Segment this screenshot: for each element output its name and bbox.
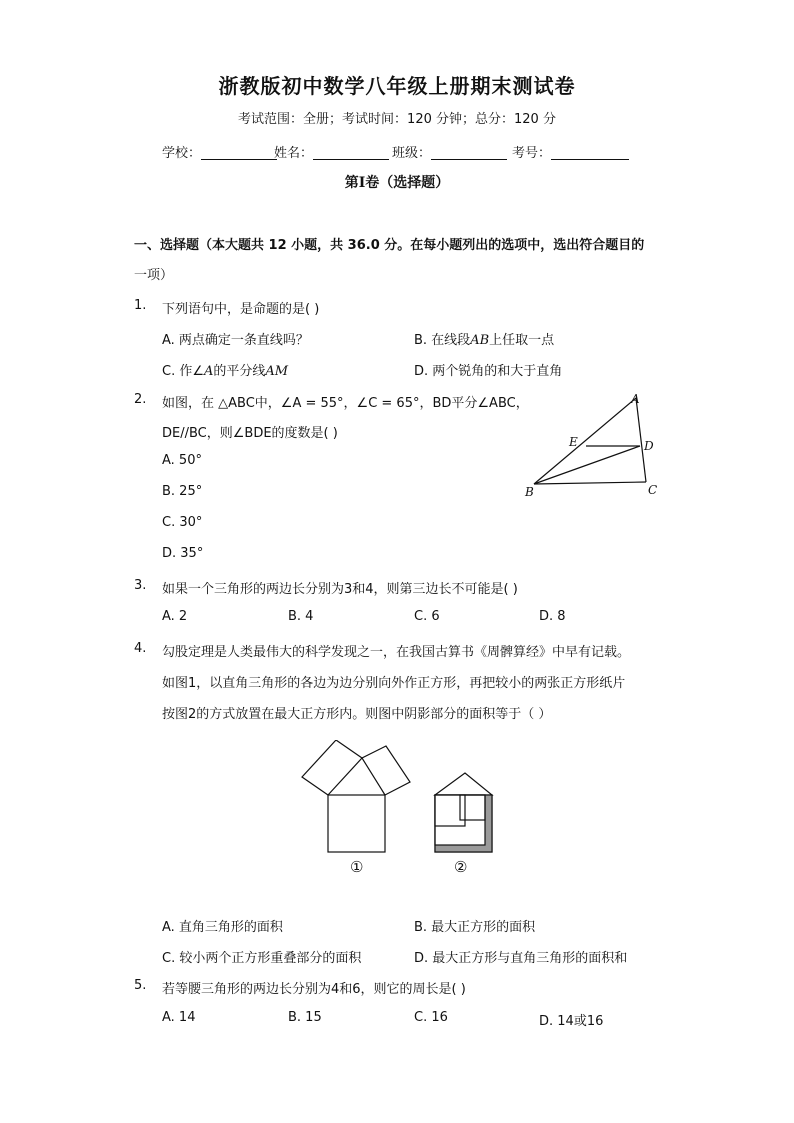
name-label: 姓名： <box>274 146 314 161</box>
figure-2 <box>435 773 492 852</box>
q4-figures <box>290 740 520 880</box>
school-label: 学校： <box>162 146 202 161</box>
q1-stem: 下列语句中，是命题的是( ) <box>162 302 320 317</box>
q2-stem-line1: 如图，在 △ABC中，∠A = 55°，∠C = 65°，BD平分∠ABC， <box>162 396 529 411</box>
figure-1 <box>302 740 410 852</box>
section-heading-line1: 一、选择题（本大题共 12 小题，共 36.0 分。在每小题列出的选项中，选出符合题目的 <box>134 238 645 253</box>
volume-title: 第Ⅰ卷（选择题） <box>344 175 450 191</box>
q4-option-b[interactable]: B. 最大正方形的面积 <box>414 920 536 935</box>
label-e: E <box>569 435 578 449</box>
fig1-right-square <box>362 746 410 795</box>
q1-option-d[interactable]: D. 两个锐角的和大于直角 <box>414 364 563 379</box>
q5-stem: 若等腰三角形的两边长分别为4和6，则它的周长是( ) <box>162 982 466 997</box>
q1-option-b-post: 上任取一点 <box>489 333 555 348</box>
q1-option-c-var1: A <box>204 364 214 379</box>
side-bc <box>534 482 646 484</box>
q2-option-d[interactable]: D. 35° <box>162 546 204 561</box>
q1-option-b-pre: B. 在线段 <box>414 333 471 348</box>
school-field <box>162 142 277 161</box>
fig2-label: ② <box>454 858 468 876</box>
q2-triangle-figure <box>516 386 676 502</box>
label-d: D <box>644 439 654 453</box>
q1-option-c-var2: AM <box>265 364 289 379</box>
q4-stem-line2: 如图1，以直角三角形的各边为边分别向外作正方形，再把较小的两张正方形纸片 <box>162 676 626 691</box>
q1-option-b-var: AB <box>470 333 490 348</box>
q4-number: 4. <box>134 641 147 656</box>
q5-option-b[interactable]: B. 15 <box>288 1010 322 1025</box>
exam-number-field <box>512 142 629 161</box>
q2-option-a[interactable]: A. 50° <box>162 453 202 468</box>
q3-option-a[interactable]: A. 2 <box>162 609 188 624</box>
q1-option-c[interactable] <box>162 360 288 379</box>
name-blank[interactable] <box>313 145 389 160</box>
q3-option-b[interactable]: B. 4 <box>288 609 314 624</box>
name-field <box>274 142 389 161</box>
q1-option-c-pre: C. 作∠ <box>162 364 204 379</box>
q1-option-b[interactable] <box>414 329 554 348</box>
exam-title: 浙教版初中数学八年级上册期末测试卷 <box>218 74 576 98</box>
side-ab <box>534 398 636 484</box>
q1-option-c-mid: 的平分线 <box>213 364 266 379</box>
exam-number-blank[interactable] <box>551 145 629 160</box>
q1-option-a[interactable]: A. 两点确定一条直线吗？ <box>162 333 309 348</box>
fig2-triangle <box>435 773 492 795</box>
segment-bd <box>534 446 640 484</box>
class-field <box>392 142 507 161</box>
q5-option-c[interactable]: C. 16 <box>414 1010 448 1025</box>
q2-option-c[interactable]: C. 30° <box>162 515 203 530</box>
q3-option-c[interactable]: C. 6 <box>414 609 440 624</box>
label-b: B <box>525 485 534 499</box>
class-label: 班级： <box>392 146 432 161</box>
q1-number: 1. <box>134 298 147 313</box>
q3-number: 3. <box>134 578 147 593</box>
q2-stem-line2: DE//BC，则∠BDE的度数是( ) <box>162 426 338 441</box>
q5-number: 5. <box>134 978 147 993</box>
q4-option-d[interactable]: D. 最大正方形与直角三角形的面积和 <box>414 951 628 966</box>
q4-stem-line1: 勾股定理是人类最伟大的科学发现之一，在我国古算书《周髀算经》中早有记载。 <box>162 645 631 660</box>
q2-option-b[interactable]: B. 25° <box>162 484 203 499</box>
q4-option-a[interactable]: A. 直角三角形的面积 <box>162 920 283 935</box>
school-blank[interactable] <box>201 145 277 160</box>
label-c: C <box>648 483 658 497</box>
q4-stem-line3: 按图2的方式放置在最大正方形内。则图中阴影部分的面积等于（ ） <box>162 707 552 722</box>
q5-option-a[interactable]: A. 14 <box>162 1010 196 1025</box>
class-blank[interactable] <box>431 145 507 160</box>
exam-subtitle: 考试范围：全册；考试时间：120 分钟；总分：120 分 <box>238 112 556 127</box>
fig1-left-square <box>302 740 362 795</box>
exam-number-label: 考号： <box>512 146 552 161</box>
fig1-large-square <box>328 795 385 852</box>
label-a: A <box>631 392 640 406</box>
q2-number: 2. <box>134 392 147 407</box>
section-heading-line2: 一项） <box>134 268 174 283</box>
q5-option-d[interactable]: D. 14或16 <box>539 1014 604 1029</box>
q4-option-c[interactable]: C. 较小两个正方形重叠部分的面积 <box>162 951 362 966</box>
q3-option-d[interactable]: D. 8 <box>539 609 566 624</box>
fig1-label: ① <box>350 858 364 876</box>
q3-stem: 如果一个三角形的两边长分别为3和4，则第三边长不可能是( ) <box>162 582 518 597</box>
